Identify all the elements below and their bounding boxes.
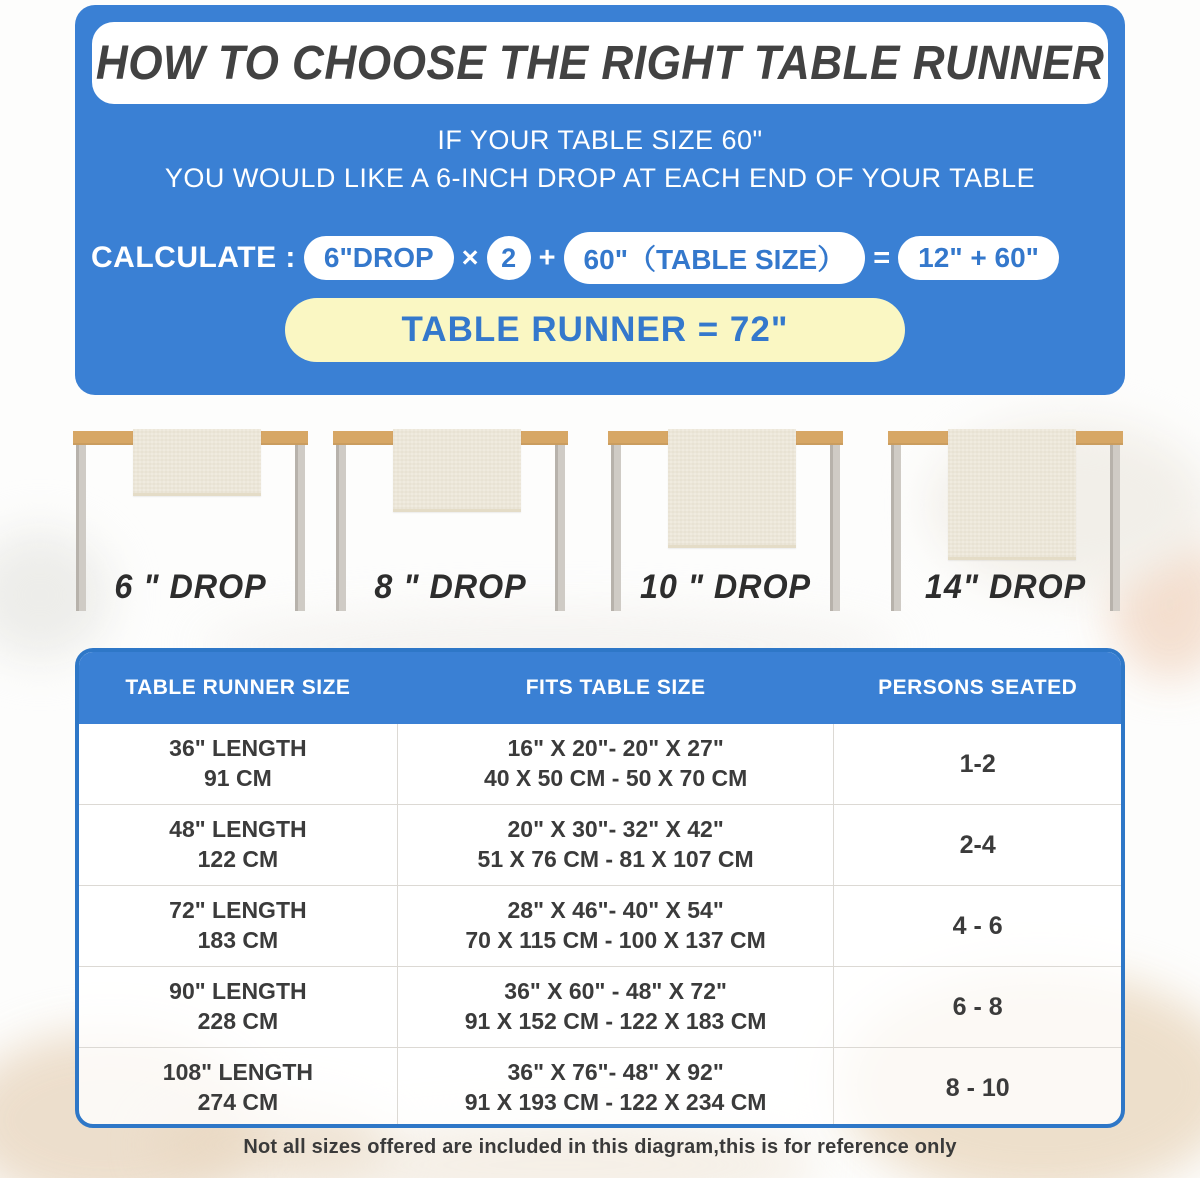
cell-persons-seated: 2-4: [959, 830, 996, 859]
subtitle-line-1: IF YOUR TABLE SIZE 60": [437, 125, 763, 155]
sum-pill: 12" + 60": [898, 236, 1059, 280]
drop-pill: 6"DROP: [304, 236, 454, 280]
runner-size-cm: 274 CM: [197, 1089, 279, 1115]
drop-illustrations: [0, 420, 1200, 640]
cell-fits-size: [397, 724, 835, 804]
cell-persons-seated: 1-2: [959, 749, 996, 778]
runner-size-cm: 183 CM: [197, 927, 279, 953]
fits-size-cm: 91 X 193 CM - 122 X 234 CM: [464, 1089, 767, 1115]
runner-size-inches: 90" LENGTH: [169, 978, 307, 1005]
drop-label: 6 " DROP: [114, 568, 267, 606]
column-header-fits-size: FITS TABLE SIZE: [525, 676, 706, 699]
cell-runner-size: [79, 724, 397, 804]
cell-fits-size: [397, 1048, 835, 1128]
cell-runner-size: [79, 805, 397, 885]
column-header-runner-size: TABLE RUNNER SIZE: [125, 676, 351, 699]
calculate-label: CALCULATE :: [91, 241, 296, 274]
equals-operator: =: [873, 241, 891, 274]
runner-size-inches: 36" LENGTH: [169, 735, 307, 762]
multiplier-badge: 2: [487, 236, 531, 280]
cell-fits-size: [397, 967, 835, 1047]
fits-size-inches: 36" X 60" - 48" X 72": [504, 978, 727, 1005]
fits-size-cm: 40 X 50 CM - 50 X 70 CM: [483, 765, 748, 791]
table-header-row: [79, 652, 1121, 724]
table-illustration-8-drop: [333, 420, 568, 635]
table-runner: [668, 429, 796, 548]
fits-size-inches: 36" X 76"- 48" X 92": [507, 1059, 724, 1086]
drop-label: 10 " DROP: [639, 568, 812, 606]
runner-size-inches: 72" LENGTH: [169, 897, 307, 924]
table-illustration-6-drop: [73, 420, 308, 635]
subtitle-line-2: YOU WOULD LIKE A 6-INCH DROP AT EACH END OF YOUR TABLE: [164, 163, 1036, 193]
table-row: [79, 885, 1121, 966]
cell-runner-size: [79, 967, 397, 1047]
calculation-row: [91, 233, 1115, 283]
drop-label: 8 " DROP: [374, 568, 527, 606]
page-title: HOW TO CHOOSE THE RIGHT TABLE RUNNER: [95, 36, 1105, 90]
fits-size-cm: 91 X 152 CM - 122 X 183 CM: [464, 1008, 767, 1034]
table-runner: [133, 429, 261, 496]
table-runner: [393, 429, 521, 512]
header-panel: [75, 5, 1125, 395]
column-header-persons: PERSONS SEATED: [878, 676, 1078, 699]
result-banner: [285, 298, 905, 362]
table-illustration-10-drop: [608, 420, 843, 635]
runner-size-cm: 122 CM: [197, 846, 279, 872]
runner-size-cm: 91 CM: [204, 765, 272, 791]
table-illustration-14-drop: [888, 420, 1123, 635]
cell-fits-size: [397, 805, 835, 885]
fits-size-inches: 28" X 46"- 40" X 54": [507, 897, 724, 924]
fits-size-cm: 70 X 115 CM - 100 X 137 CM: [465, 927, 766, 953]
runner-size-cm: 228 CM: [197, 1008, 279, 1034]
runner-size-inches: 48" LENGTH: [169, 816, 307, 843]
fits-size-inches: 16" X 20"- 20" X 27": [507, 735, 724, 762]
fits-size-inches: 20" X 30"- 32" X 42": [507, 816, 724, 843]
cell-persons-seated: 6 - 8: [952, 992, 1003, 1021]
table-runner: [948, 429, 1076, 560]
multiply-operator: ×: [461, 241, 479, 274]
cell-runner-size: [79, 886, 397, 966]
runner-size-inches: 108" LENGTH: [162, 1059, 313, 1086]
cell-runner-size: [79, 1048, 397, 1128]
cell-persons-seated: 4 - 6: [952, 911, 1003, 940]
table-row: [79, 804, 1121, 885]
table-size-pill: 60"（TABLE SIZE）: [564, 232, 866, 284]
fits-size-cm: 51 X 76 CM - 81 X 107 CM: [477, 846, 754, 872]
size-reference-table: [75, 648, 1125, 1128]
plus-operator: +: [538, 241, 556, 274]
result-banner-text: TABLE RUNNER = 72": [401, 310, 789, 349]
cell-persons-seated: 8 - 10: [945, 1073, 1010, 1102]
table-row: [79, 1047, 1121, 1128]
drop-label: 14" DROP: [924, 568, 1087, 606]
title-bar: [92, 22, 1108, 104]
table-row: [79, 724, 1121, 804]
footer-note: Not all sizes offered are included in this diagram,this is for reference only: [243, 1136, 957, 1158]
table-row: [79, 966, 1121, 1047]
cell-fits-size: [397, 886, 835, 966]
